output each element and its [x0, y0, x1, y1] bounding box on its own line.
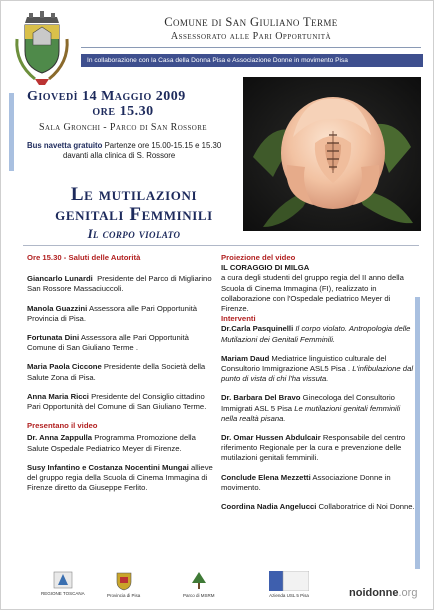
- speaker-role: Assessora alle Pari Opportunità Provincia di Pisa.: [27, 303, 198, 323]
- shuttle-location: davanti alla clinica di S. Rossore: [63, 151, 176, 160]
- presenter-name: Dr. Anna Zappulla: [27, 433, 93, 443]
- speaker-name: Manola Guazzini: [27, 303, 88, 313]
- presenter-item: [27, 463, 213, 494]
- speaker-name: Coordina Nadia Angelucci: [221, 502, 317, 512]
- tree-icon: [190, 571, 208, 591]
- program-right-column: [221, 253, 415, 521]
- speaker-name: Dr. Omar Hussen Abdulcair: [221, 433, 321, 443]
- municipal-crest-icon: [13, 9, 71, 89]
- speaker-role: Associazione Donne in movimento.: [221, 472, 391, 492]
- video-description: a cura degli studenti del gruppo regia del II anno della Scuola di Cinema Immagina (FI), realizzato in collaborazione con l'Ospedale pediatrico Meyer di Firenze.: [221, 273, 404, 314]
- speaker-name: Fortunata Dini: [27, 333, 80, 343]
- provincia-crest-icon: [115, 571, 133, 591]
- talk-title: Le mutilazioni genitali femminili nella realtà pisana.: [221, 403, 401, 423]
- event-time: ore 15.30: [92, 104, 154, 119]
- shuttle-lead: Bus navetta gratuito: [27, 141, 103, 150]
- accent-bar-right: [415, 297, 420, 569]
- greeting-item: [27, 274, 213, 294]
- speaker-name: Conclude Elena Mezzetti: [221, 472, 311, 482]
- header-divider: [81, 47, 421, 48]
- municipality-title: Comune di San Giuliano Terme: [164, 15, 338, 29]
- event-place: Sala Gronchi - Parco di San Rossore: [39, 122, 207, 133]
- intervention-item: [221, 324, 415, 344]
- speaker-name: Dr.Carla Pasquinelli: [221, 324, 294, 334]
- event-date: Giovedì 14 Maggio 2009: [27, 89, 186, 104]
- talk-title: L'infibulazione dal punto di vista di chi l'ha vissuta.: [221, 364, 414, 384]
- usl-logo-icon: [269, 571, 309, 591]
- main-title-line1: Le mutilazioni: [70, 184, 198, 205]
- presenter-item: [27, 433, 213, 453]
- intervention-item: [221, 473, 415, 493]
- speaker-role: Presidente della Società della Salute Zona di Pisa.: [27, 362, 206, 382]
- speaker-name: Mariam Daud: [221, 353, 270, 363]
- talk-title: Il corpo violato. Antropologia delle Mutilazioni dei Genitali Femminili.: [221, 324, 411, 344]
- rose-image: [243, 77, 421, 231]
- greeting-item: [27, 362, 213, 382]
- department-subtitle: Assessorato alle Pari Opportunità: [170, 31, 332, 42]
- speaker-role: Mediatrice linguistico culturale del Consultorio Immigrazione ASL5 Pisa .: [221, 353, 387, 374]
- regione-toscana-logo-icon: [53, 571, 73, 589]
- accent-bar-left: [9, 93, 14, 171]
- speaker-role: Responsabile del centro riferimento Regionale per la cura e prevenzione delle mutilazioni genitali femminili.: [221, 433, 406, 463]
- title-divider: [23, 245, 419, 246]
- presenter-role: Programma Promozione della Salute Ospedale Pediatrico Meyer di Firenze.: [27, 433, 196, 453]
- speaker-name: Dr. Barbara Del Bravo: [221, 393, 301, 403]
- speaker-role: Assessora alle Pari Opportunità Comune di San Giuliano Terme .: [27, 333, 189, 353]
- intervention-item: [221, 502, 415, 512]
- greeting-item: [27, 392, 213, 412]
- intervention-item: [221, 354, 415, 385]
- logo-regione-toscana: REGIONE TOSCANA: [41, 571, 85, 596]
- speaker-role: Presidente del Parco di Migliarino San Rossore Massaciuccoli.: [27, 274, 212, 294]
- sponsor-logos: [11, 567, 427, 607]
- shuttle-times: Partenze ore 15.00-15.15 e 15.30: [104, 141, 222, 150]
- greetings-heading: Ore 15.30 - Saluti delle Autorità: [27, 253, 141, 262]
- greeting-item: [27, 333, 213, 353]
- logo-usl: Azienda USL 5 Pisa: [269, 571, 309, 598]
- video-presenters-heading: Presentano il video: [27, 421, 98, 431]
- speaker-name: Anna Maria Ricci: [27, 391, 89, 401]
- intervention-item: [221, 433, 415, 464]
- speaker-role: Collaboratrice di Noi Donne.: [318, 502, 415, 512]
- greeting-item: [27, 304, 213, 324]
- program-left-column: [27, 253, 213, 502]
- logo-provincia-pisa: Provincia di Pisa: [107, 571, 140, 598]
- main-subtitle: Il corpo violato: [87, 226, 181, 241]
- speaker-name: Giancarlo Lunardi: [27, 274, 93, 284]
- noidonne-watermark: noidonne.org: [349, 587, 418, 599]
- video-title: IL CORAGGIO DI MILGA: [221, 263, 310, 273]
- interventions-heading: Interventi: [221, 314, 256, 324]
- shuttle-info: [27, 141, 241, 161]
- projection-heading: Proiezione del video: [221, 253, 296, 262]
- collaboration-banner: In collaborazione con la Casa della Donna Pisa e Associazione Donne in movimento Pisa: [81, 54, 423, 67]
- main-title-line2: genitali Femminili: [55, 204, 213, 225]
- speaker-name: Maria Paola Ciccone: [27, 362, 102, 372]
- intervention-item: [221, 393, 415, 424]
- presenter-role: allieve del gruppo regia della Scuola di Cinema Immagina di Firenze diretto da Giuseppe Ferlito.: [27, 462, 213, 493]
- speaker-role: Ginecologa del Consultorio Immigrati ASL 5 Pisa: [221, 393, 395, 413]
- presenter-name: Susy Infantino e Costanza Nocentini Mungai: [27, 462, 189, 472]
- speaker-role: Presidente del Consiglio cittadino Pari Opportunità del Comune di San Giuliano Terme.: [27, 391, 207, 412]
- logo-parco: Parco di MSRM: [183, 571, 215, 598]
